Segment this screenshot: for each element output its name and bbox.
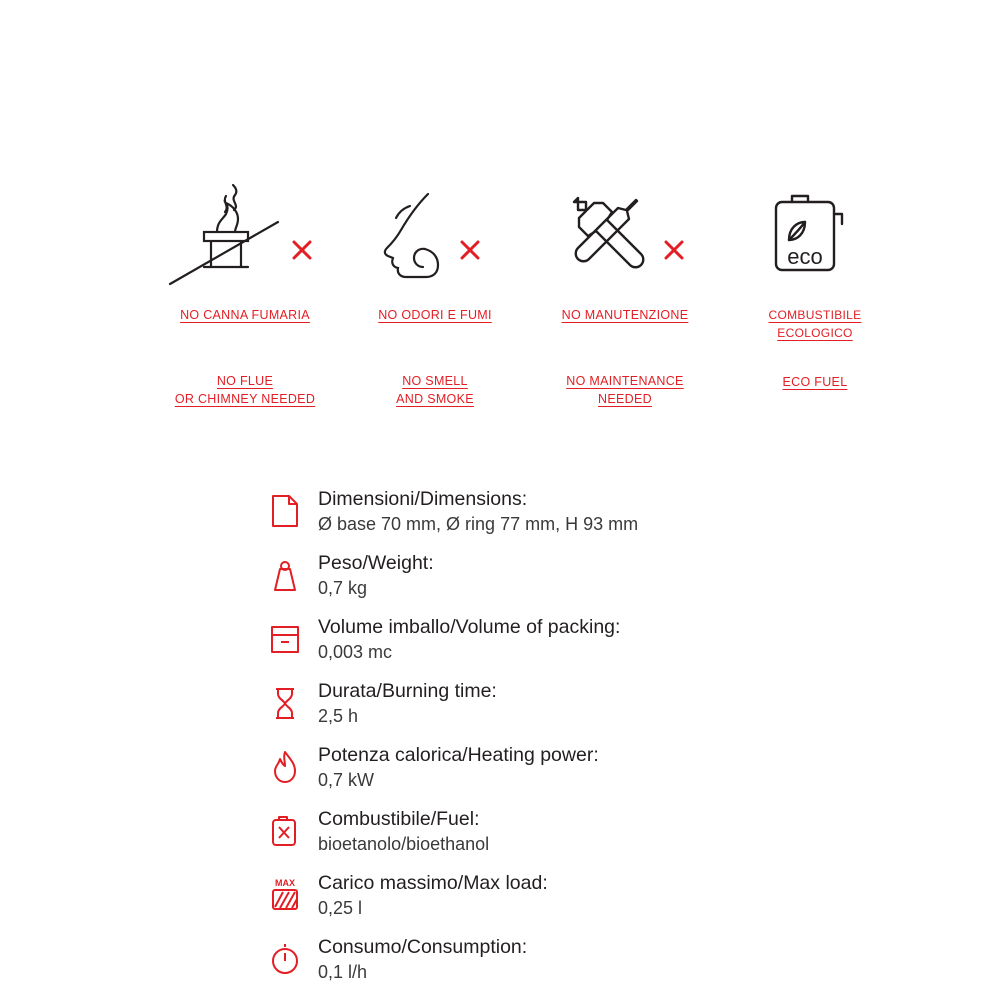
spec-text — [314, 487, 638, 536]
nose-smell-icon — [350, 180, 520, 290]
weight-icon — [268, 551, 314, 597]
spec-value: Ø base 70 mm, Ø ring 77 mm, H 93 mm — [318, 514, 639, 534]
spec-row — [268, 679, 908, 728]
feature-label-it-line: NO MANUTENZIONE — [561, 308, 689, 322]
spec-row — [268, 807, 908, 856]
spec-title: Potenza calorica/Heating power: — [318, 744, 599, 766]
eco-jerrycan-icon — [730, 180, 900, 290]
spec-title: Consumo/Consumption: — [318, 936, 528, 958]
fuel-canister-icon — [268, 807, 314, 853]
document-page-icon — [268, 487, 314, 533]
max-load-icon-text: MAX — [275, 878, 295, 888]
feature-label-en-line: NEEDED — [598, 392, 652, 406]
spec-value: 0,7 kW — [318, 770, 375, 790]
spec-row — [268, 551, 908, 600]
feature-label-en — [566, 372, 683, 408]
spec-title: Dimensioni/Dimensions: — [318, 488, 528, 510]
eco-icon-text: eco — [787, 244, 823, 269]
feature-label-en — [175, 372, 315, 408]
spec-title: Carico massimo/Max load: — [318, 872, 548, 894]
feature-label-it — [378, 306, 492, 324]
feature-no-maintenance — [530, 180, 720, 408]
feature-no-smell — [340, 180, 530, 408]
wrench-screwdriver-icon — [540, 180, 710, 290]
spec-row — [268, 743, 908, 792]
spec-row — [268, 487, 908, 536]
feature-label-en — [783, 373, 848, 391]
feature-label-it — [769, 306, 862, 342]
spec-value: 0,25 l — [318, 898, 363, 918]
spec-text — [314, 807, 489, 856]
flame-icon — [268, 743, 314, 789]
spec-row — [268, 935, 908, 984]
spec-text — [314, 679, 497, 728]
feature-label-it-line: COMBUSTIBILE — [768, 308, 862, 322]
spec-row — [268, 871, 908, 920]
feature-label-it — [180, 306, 310, 324]
feature-label-en-line: NO SMELL — [402, 374, 468, 388]
spec-value: 0,003 mc — [318, 642, 393, 662]
chimney-flame-icon — [160, 180, 330, 290]
feature-label-en-line: ECO FUEL — [782, 375, 848, 389]
max-load-icon — [268, 871, 314, 917]
box-package-icon — [268, 615, 314, 661]
feature-label-it-line: NO ODORI E FUMI — [378, 308, 492, 322]
feature-no-flue — [150, 180, 340, 408]
spec-title: Combustibile/Fuel: — [318, 808, 480, 830]
feature-badges — [150, 180, 910, 408]
spec-title: Volume imballo/Volume of packing: — [318, 616, 621, 638]
consumption-gauge-icon — [268, 935, 314, 981]
feature-label-it — [562, 306, 689, 324]
spec-row — [268, 615, 908, 664]
spec-title: Durata/Burning time: — [318, 680, 497, 702]
feature-label-en-line: NO FLUE — [216, 374, 274, 388]
spec-title: Peso/Weight: — [318, 552, 434, 574]
feature-label-en — [396, 372, 474, 408]
spec-text — [314, 743, 599, 792]
hourglass-icon — [268, 679, 314, 725]
spec-value: 2,5 h — [318, 706, 359, 726]
spec-text — [314, 935, 527, 984]
spec-text — [314, 551, 434, 600]
feature-label-en-line: OR CHIMNEY NEEDED — [174, 392, 316, 406]
feature-label-en-line: NO MAINTENANCE — [566, 374, 684, 388]
spec-text — [314, 871, 548, 920]
specifications-list — [268, 487, 908, 999]
feature-eco-fuel — [720, 180, 910, 391]
spec-text — [314, 615, 620, 664]
feature-label-it-line: ECOLOGICO — [777, 326, 853, 340]
spec-value: 0,7 kg — [318, 578, 368, 598]
feature-label-it-line: NO CANNA FUMARIA — [180, 308, 310, 322]
feature-label-en-line: AND SMOKE — [396, 392, 474, 406]
spec-value: bioetanolo/bioethanol — [318, 834, 490, 854]
spec-value: 0,1 l/h — [318, 962, 368, 982]
